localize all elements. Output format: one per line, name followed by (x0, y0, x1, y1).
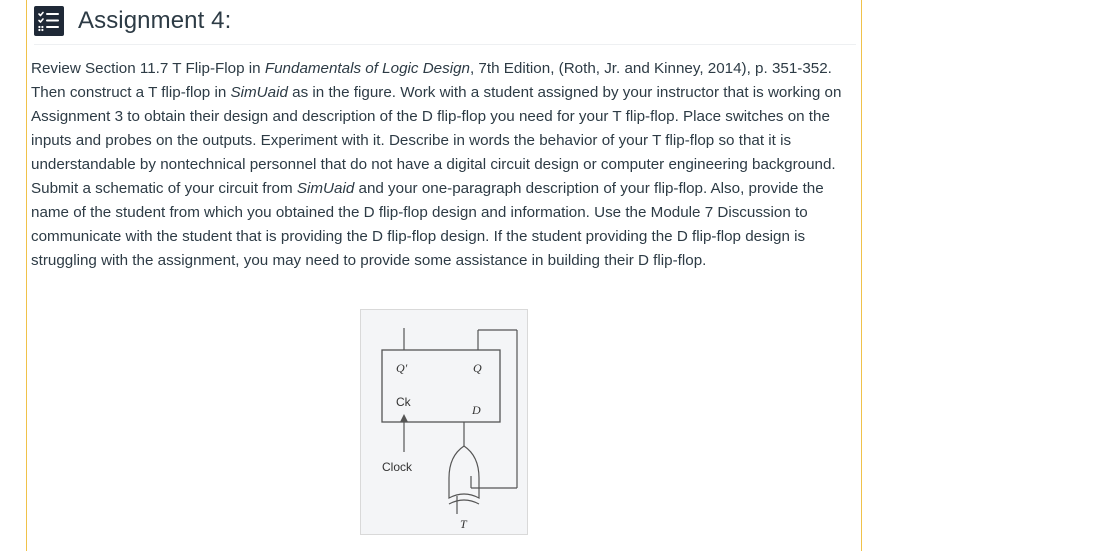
clock-label: Clock (382, 460, 413, 474)
t-flip-flop-figure (360, 309, 528, 535)
text-run: and your one-paragraph description of your flip-flop. Also, provide the name of the student from which you obtained the D flip-flop design and information. Use the Module 7 Discussion to communicate with the student that is providing the D flip-flop design. If the student providing the D flip-flop design is struggling with the assignment, you may need to provide some assistance in building their D flip-flop. (31, 180, 824, 269)
assignment-list-icon (34, 6, 64, 36)
assignment-description (31, 57, 857, 273)
assignment-header (34, 6, 231, 36)
q-prime-label: Q′ (396, 361, 408, 375)
t-label: T (460, 517, 467, 531)
italic-text-run: Fundamentals of Logic Design (264, 60, 470, 77)
d-label: D (472, 403, 481, 417)
q-label: Q (473, 361, 482, 375)
ck-label: Ck (396, 395, 411, 409)
header-divider (34, 44, 856, 45)
text-run: as in the figure. Work with a student assigned by your instructor that is working on Assignment 3 to obtain their design and description of the D flip-flop you need for your T flip-flop. Place switches on the inputs and probes on the outputs. Experiment with it. Describe in words the behavior of your T flip-flop so that it is understandable by nontechnical personnel that do not have a digital circuit design or computer engineering background. Submit a schematic of your circuit from (31, 84, 842, 197)
text-run: , 7th Edition, (Roth, Jr. and Kinney, 2014), p. 351-352. Then construct a T flip-flop in (31, 60, 832, 101)
page-title: Assignment 4: (78, 7, 232, 34)
italic-text-run: SimUaid (296, 180, 355, 197)
italic-text-run: SimUaid (230, 84, 288, 101)
text-run: Review Section 11.7 T Flip-Flop in (31, 60, 265, 77)
